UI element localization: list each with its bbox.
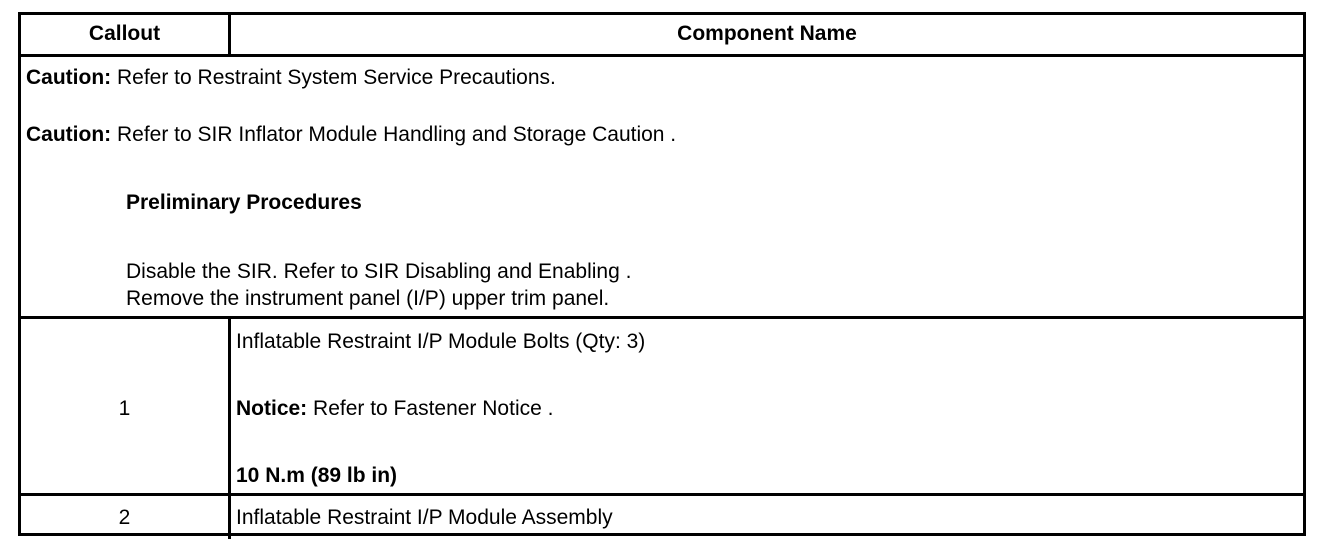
row-1-callout: 1 bbox=[118, 397, 131, 420]
caution-2-text: Refer to SIR Inflator Module Handling and Storage Caution . bbox=[111, 123, 677, 146]
row-1-notice bbox=[236, 396, 553, 422]
header-component-name: Component Name bbox=[677, 22, 857, 45]
caution-1-label: Caution: bbox=[26, 66, 112, 89]
row-1-notice-label: Notice: bbox=[236, 397, 308, 420]
caution-2 bbox=[26, 122, 676, 148]
preliminary-step-2: Remove the instrument panel (I/P) upper trim panel. bbox=[126, 287, 610, 310]
components-table bbox=[18, 12, 1306, 536]
row-2-component-name: Inflatable Restraint I/P Module Assembly bbox=[236, 506, 613, 529]
caution-1 bbox=[26, 65, 556, 91]
header-divider bbox=[228, 15, 231, 55]
row-1-torque: 10 N.m (89 lb in) bbox=[236, 464, 398, 487]
row-2-callout: 2 bbox=[118, 506, 131, 529]
header-rule bbox=[21, 54, 1303, 57]
caution-2-label: Caution: bbox=[26, 123, 112, 146]
intro-rule bbox=[21, 316, 1303, 319]
column-divider bbox=[228, 317, 231, 539]
preliminary-step-1: Disable the SIR. Refer to SIR Disabling and Enabling . bbox=[126, 260, 632, 283]
row-1-notice-text: Refer to Fastener Notice . bbox=[307, 397, 554, 420]
caution-1-text: Refer to Restraint System Service Precautions. bbox=[111, 66, 556, 89]
preliminary-heading: Preliminary Procedures bbox=[126, 191, 362, 214]
row-1-component-name: Inflatable Restraint I/P Module Bolts (Qty: 3) bbox=[236, 330, 646, 353]
row-1-rule bbox=[21, 493, 1303, 496]
header-callout: Callout bbox=[88, 22, 161, 45]
